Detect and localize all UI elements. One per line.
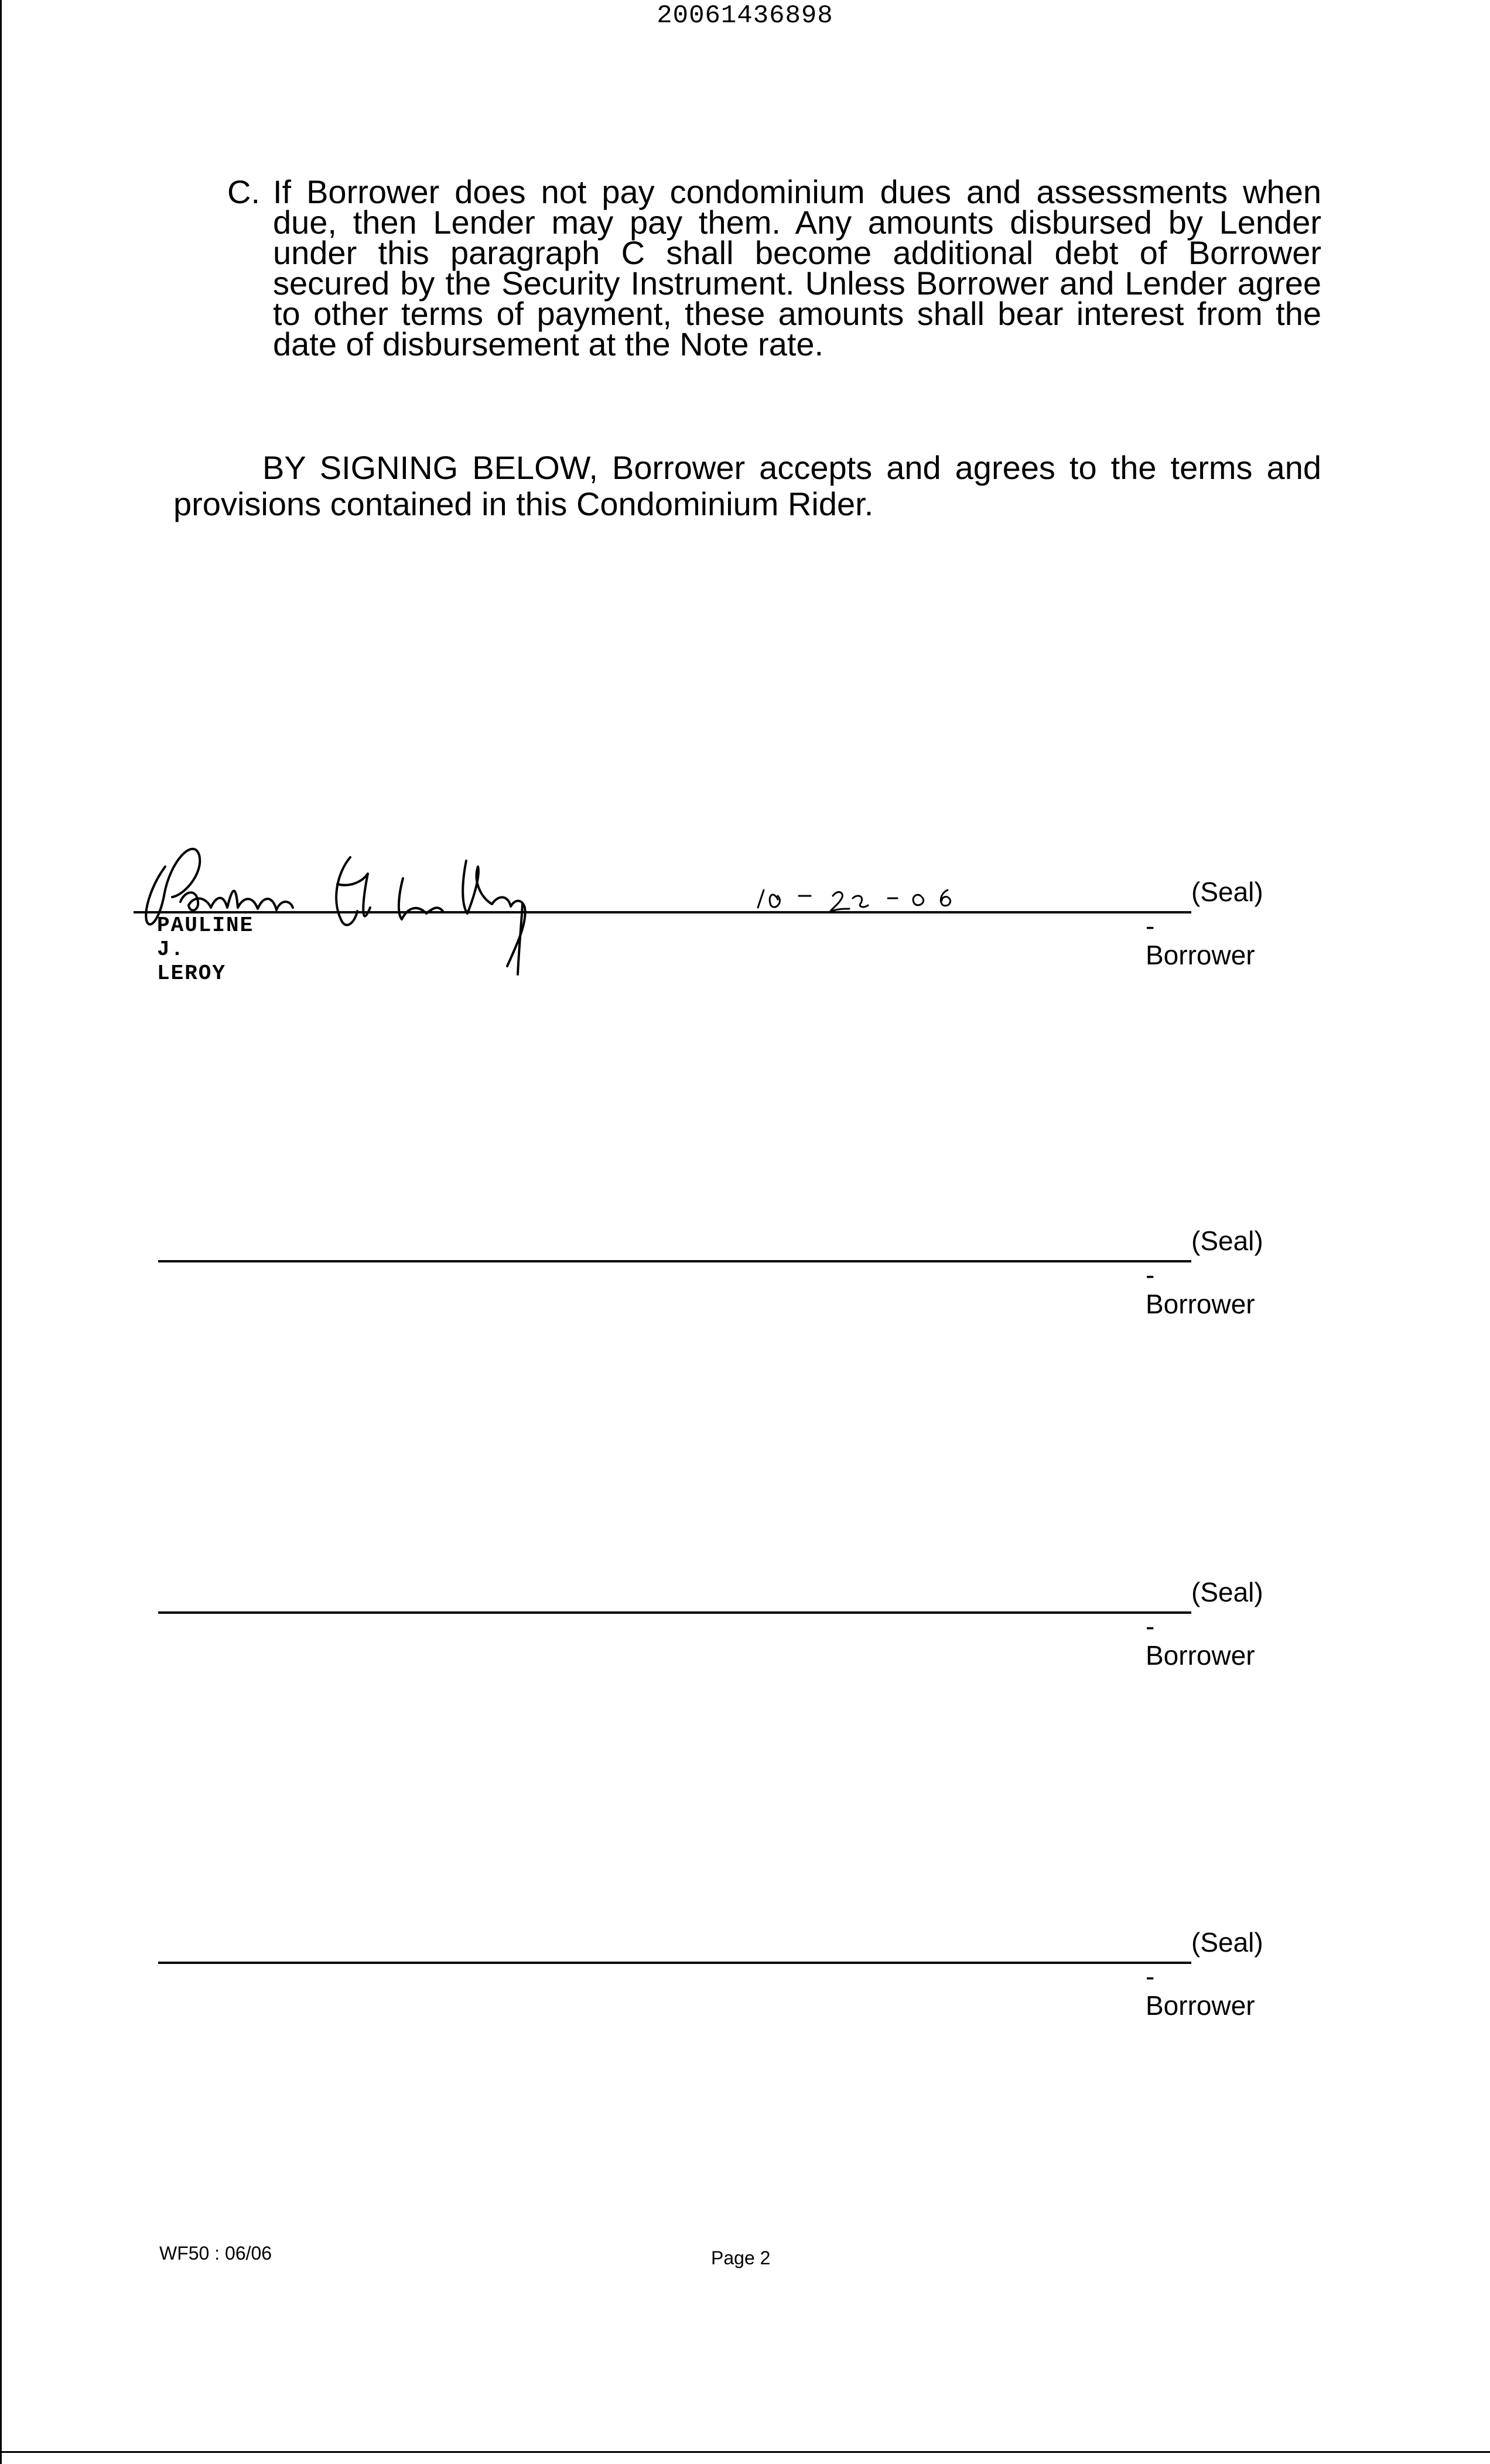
bottom-scan-edge <box>0 2451 1490 2453</box>
scan-left-edge <box>0 0 2 2464</box>
paragraph-c <box>227 173 1321 362</box>
paragraph-c-text: If Borrower does not pay condominium dues and assessments when due, then Lender may pay them. Any amounts disbursed by Lender under this paragraph C shall become additional debt of Borrower secured by the Security Instrument. Unless Borrower and Lender agree to other terms of payment, these amounts shall bear interest from the date of disbursement at the Note rate. <box>273 173 1321 362</box>
seal-label-4: (Seal) <box>1191 1927 1263 1957</box>
signing-statement: BY SIGNING BELOW, Borrower accepts and agrees to the terms and provisions contained in this Condominium Rider. <box>173 449 1321 522</box>
borrower-label-2: -Borrower <box>1146 1260 1255 1319</box>
borrower-label-4: -Borrower <box>1146 1961 1255 2021</box>
borrower-label-1: -Borrower <box>1146 911 1255 970</box>
signature-tail-stroke <box>510 902 533 978</box>
borrower-label-3: -Borrower <box>1146 1611 1255 1671</box>
page-number: Page 2 <box>711 2247 771 2268</box>
form-code: WF50 : 06/06 <box>159 2243 272 2264</box>
seal-label-2: (Seal) <box>1191 1226 1263 1256</box>
signature-line-3 <box>158 1611 1191 1614</box>
printed-name: PAULINE J. LEROY <box>157 913 254 985</box>
seal-label-3: (Seal) <box>1191 1577 1263 1607</box>
seal-label-1: (Seal) <box>1191 877 1263 907</box>
paragraph-c-label: C. <box>227 173 260 210</box>
signature-line-2 <box>158 1260 1191 1262</box>
signature-line-4 <box>158 1962 1191 1964</box>
document-number: 20061436898 <box>657 1 833 30</box>
signature-line-1 <box>134 911 1191 913</box>
handwritten-date <box>750 872 984 925</box>
